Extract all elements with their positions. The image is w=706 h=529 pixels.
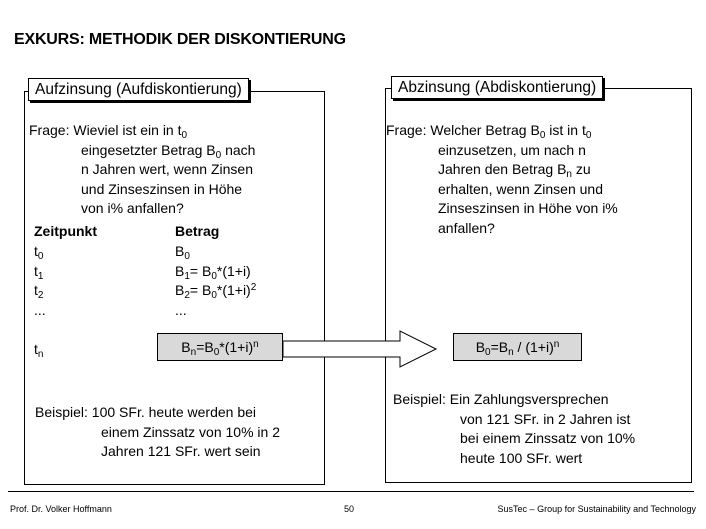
right-panel-label: Abzinsung (Abdiskontierung) xyxy=(391,76,603,99)
page-title: EXKURS: METHODIK DER DISKONTIERUNG xyxy=(14,31,346,48)
ellipsis: ... xyxy=(34,301,46,318)
ellipsis: ... xyxy=(175,301,187,318)
table-row: $t_1$ xyxy=(34,262,44,282)
discount-formula-box: $B_0=B_n / (1+i)^n$ xyxy=(453,333,582,361)
arrow-right-icon xyxy=(282,329,438,369)
table-row: $t_2$ xyxy=(34,282,44,301)
table-row: $B_1= B_0*(1+i)$ xyxy=(175,262,251,282)
right-question: Frage: Welcher Betrag $B_0$ ist in $t_0$ einzusetzen, um nach n Jahren den Betrag $B_n$ zu erhalten, wenn Zinsen und Zinseszinsen in Höhe von i% anfallen? xyxy=(386,122,618,236)
left-example: Beispiel: 100 SFr. heute werden bei einem Zinssatz von 10% in 2 Jahren 121 SFr. wert sein xyxy=(35,404,280,459)
time-column xyxy=(34,242,46,320)
footer-page-number: 50 xyxy=(344,504,355,514)
table-header-amount: Betrag xyxy=(175,223,220,239)
right-example: Beispiel: Ein Zahlungsversprechen von 121 SFr. in 2 Jahren ist bei einem Zinssatz von 10% heute 100 SFr. wert xyxy=(393,391,636,466)
time-n: $t_n$ xyxy=(34,341,44,360)
table-row: $B_0$ xyxy=(175,243,190,262)
amount-column xyxy=(175,242,256,320)
table-row: $B_2= B_0*(1+i)^2$ xyxy=(175,282,257,301)
table-header-time: Zeitpunkt xyxy=(34,223,97,239)
left-question: Frage: Wieviel ist ein in $t_0$ eingesetzter Betrag $B_0$ nach n Jahren wert, wenn Zinsen und Zinseszinsen in Höhe von i% anfallen? xyxy=(29,122,256,216)
footer-organization: SusTec – Group for Sustainability and Technology xyxy=(497,504,696,514)
footer-divider xyxy=(8,491,694,492)
left-panel-label: Aufzinsung (Aufdiskontierung) xyxy=(28,78,249,101)
compound-formula-box: $B_n=B_0*(1+i)^n$ xyxy=(157,333,283,361)
table-row: $t_0$ xyxy=(34,243,44,262)
footer-author: Prof. Dr. Volker Hoffmann xyxy=(10,504,112,514)
